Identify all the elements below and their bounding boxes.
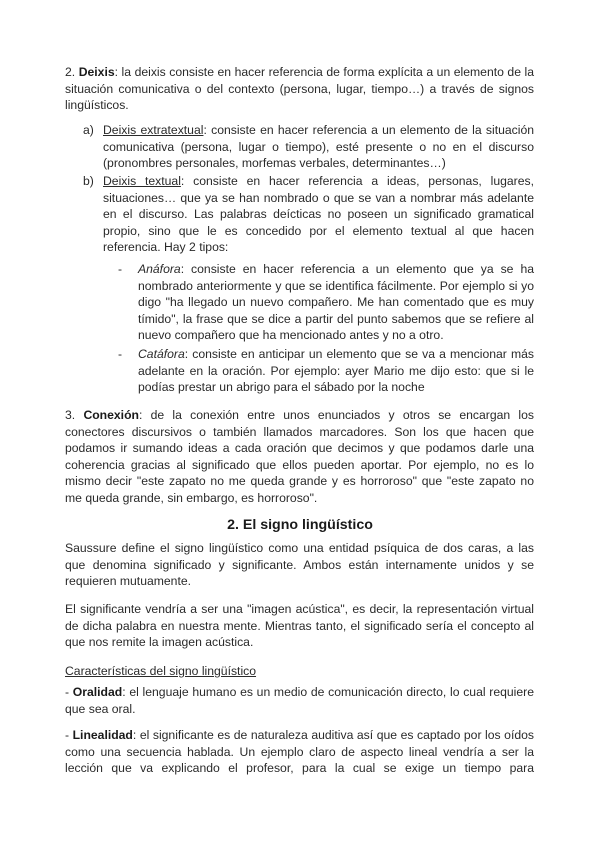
list-marker-a: a)	[83, 123, 94, 137]
list-item-deixis-extratextual	[103, 122, 534, 172]
list-item-deixis-textual	[103, 173, 534, 256]
term-oralidad: Oralidad	[72, 685, 123, 699]
deixis-text: : la deixis consiste en hacer referencia de forma explícita a un elemento de la situación comunicativa o del contexto (persona, lugar, tiempo…) a través de signos lingüísticos.	[65, 65, 534, 113]
dash-anafora: -	[118, 262, 123, 276]
paragraph-deixis	[65, 64, 534, 114]
oralidad-text: : el lenguaje humano es un medio de comunicación directo, lo cual requiere que sea oral.	[65, 685, 534, 716]
term-anafora: Anáfora	[138, 262, 181, 276]
term-conexion: Conexión	[83, 408, 139, 422]
anafora-text: : consiste en hacer referencia a un elemento que ya se ha nombrado anteriormente y que se identifica fácilmente. Por ejemplo si yo digo "ha llegado un nuevo compañero. Me han comentado que es muy tímido", la frase que se dice a partir del punto sabemos que se refiere al nuevo compañero que ha mencionado antes y no a otro.	[138, 262, 534, 343]
term-deixis-textual: Deixis textual	[103, 174, 181, 188]
catafora-text: : consiste en anticipar un elemento que se va a mencionar más adelante en la oración. Por ejemplo: ayer Mario me dijo esto: que si le podías prestar un abrigo para el sábado por la noche	[138, 347, 534, 395]
sub-item-catafora	[138, 346, 534, 396]
dash-linealidad: -	[65, 728, 73, 742]
paragraph-linealidad	[65, 727, 534, 777]
paragraph-saussure: Saussure define el signo lingüístico como una entidad psíquica de dos caras, a las que denomina significado y significante. Ambos están internamente unidos y se requieren mutuamente.	[65, 541, 534, 589]
linealidad-text: : el significante es de naturaleza auditiva así que es captado por los oídos como una secuencia hablada. Un ejemplo claro de aspecto lineal vendría a ser la lección que va explicando el profesor, para la cual se exige un tiempo para	[65, 728, 534, 776]
term-catafora: Catáfora	[138, 347, 185, 361]
dash-catafora: -	[118, 347, 123, 361]
deixis-extratextual-text: : consiste en hacer referencia a un elemento de la situación comunicativa (persona, lugar o tiempo), esté presente o no en el discurso (pronombres personales, morfemas verbales, determinantes…)	[103, 123, 534, 171]
paragraph-significante: El significante vendría a ser una "imagen acústica", es decir, la representación virtual de dicha palabra en nuestra mente. Mientras tanto, el significado sería el concepto al que nos remite la imagen acústica.	[65, 602, 534, 650]
paragraph-oralidad	[65, 684, 534, 717]
dash-oralidad: -	[65, 685, 73, 699]
sub-item-anafora	[138, 261, 534, 344]
term-linealidad: Linealidad	[72, 728, 133, 742]
subheading-caracteristicas: Características del signo lingüístico	[65, 664, 257, 678]
paragraph-conexion	[65, 407, 534, 507]
term-deixis-extratextual: Deixis extratextual	[103, 123, 204, 137]
term-deixis: Deixis	[78, 65, 115, 79]
section-heading: 2. El signo lingüístico	[227, 517, 373, 533]
section-number: 3.	[65, 408, 76, 422]
conexion-text: : de la conexión entre unos enunciados y otros se encargan los conectores discursivos o también llamados marcadores. Son los que hacen que podamos ir sumando ideas a cada oración que decimos y que podamos darle una coherencia gracias al significado que ellos pueden aportar. Por ejemplo, no es lo mismo decir "este zapato no me queda grande y es horroroso" que "este zapato no me queda grande, sin embargo, es horroroso".	[65, 408, 534, 505]
list-marker-b: b)	[83, 174, 94, 188]
section-number: 2.	[65, 65, 76, 79]
deixis-textual-text: : consiste en hacer referencia a ideas, personas, lugares, situaciones… que ya se han nombrado o que se van a nombrar más adelante en el discurso. Las palabras deícticas no poseen un significado gramatical propio, sino que le es concedido por el elemento textual al que hacen referencia. Hay 2 tipos:	[103, 174, 534, 255]
